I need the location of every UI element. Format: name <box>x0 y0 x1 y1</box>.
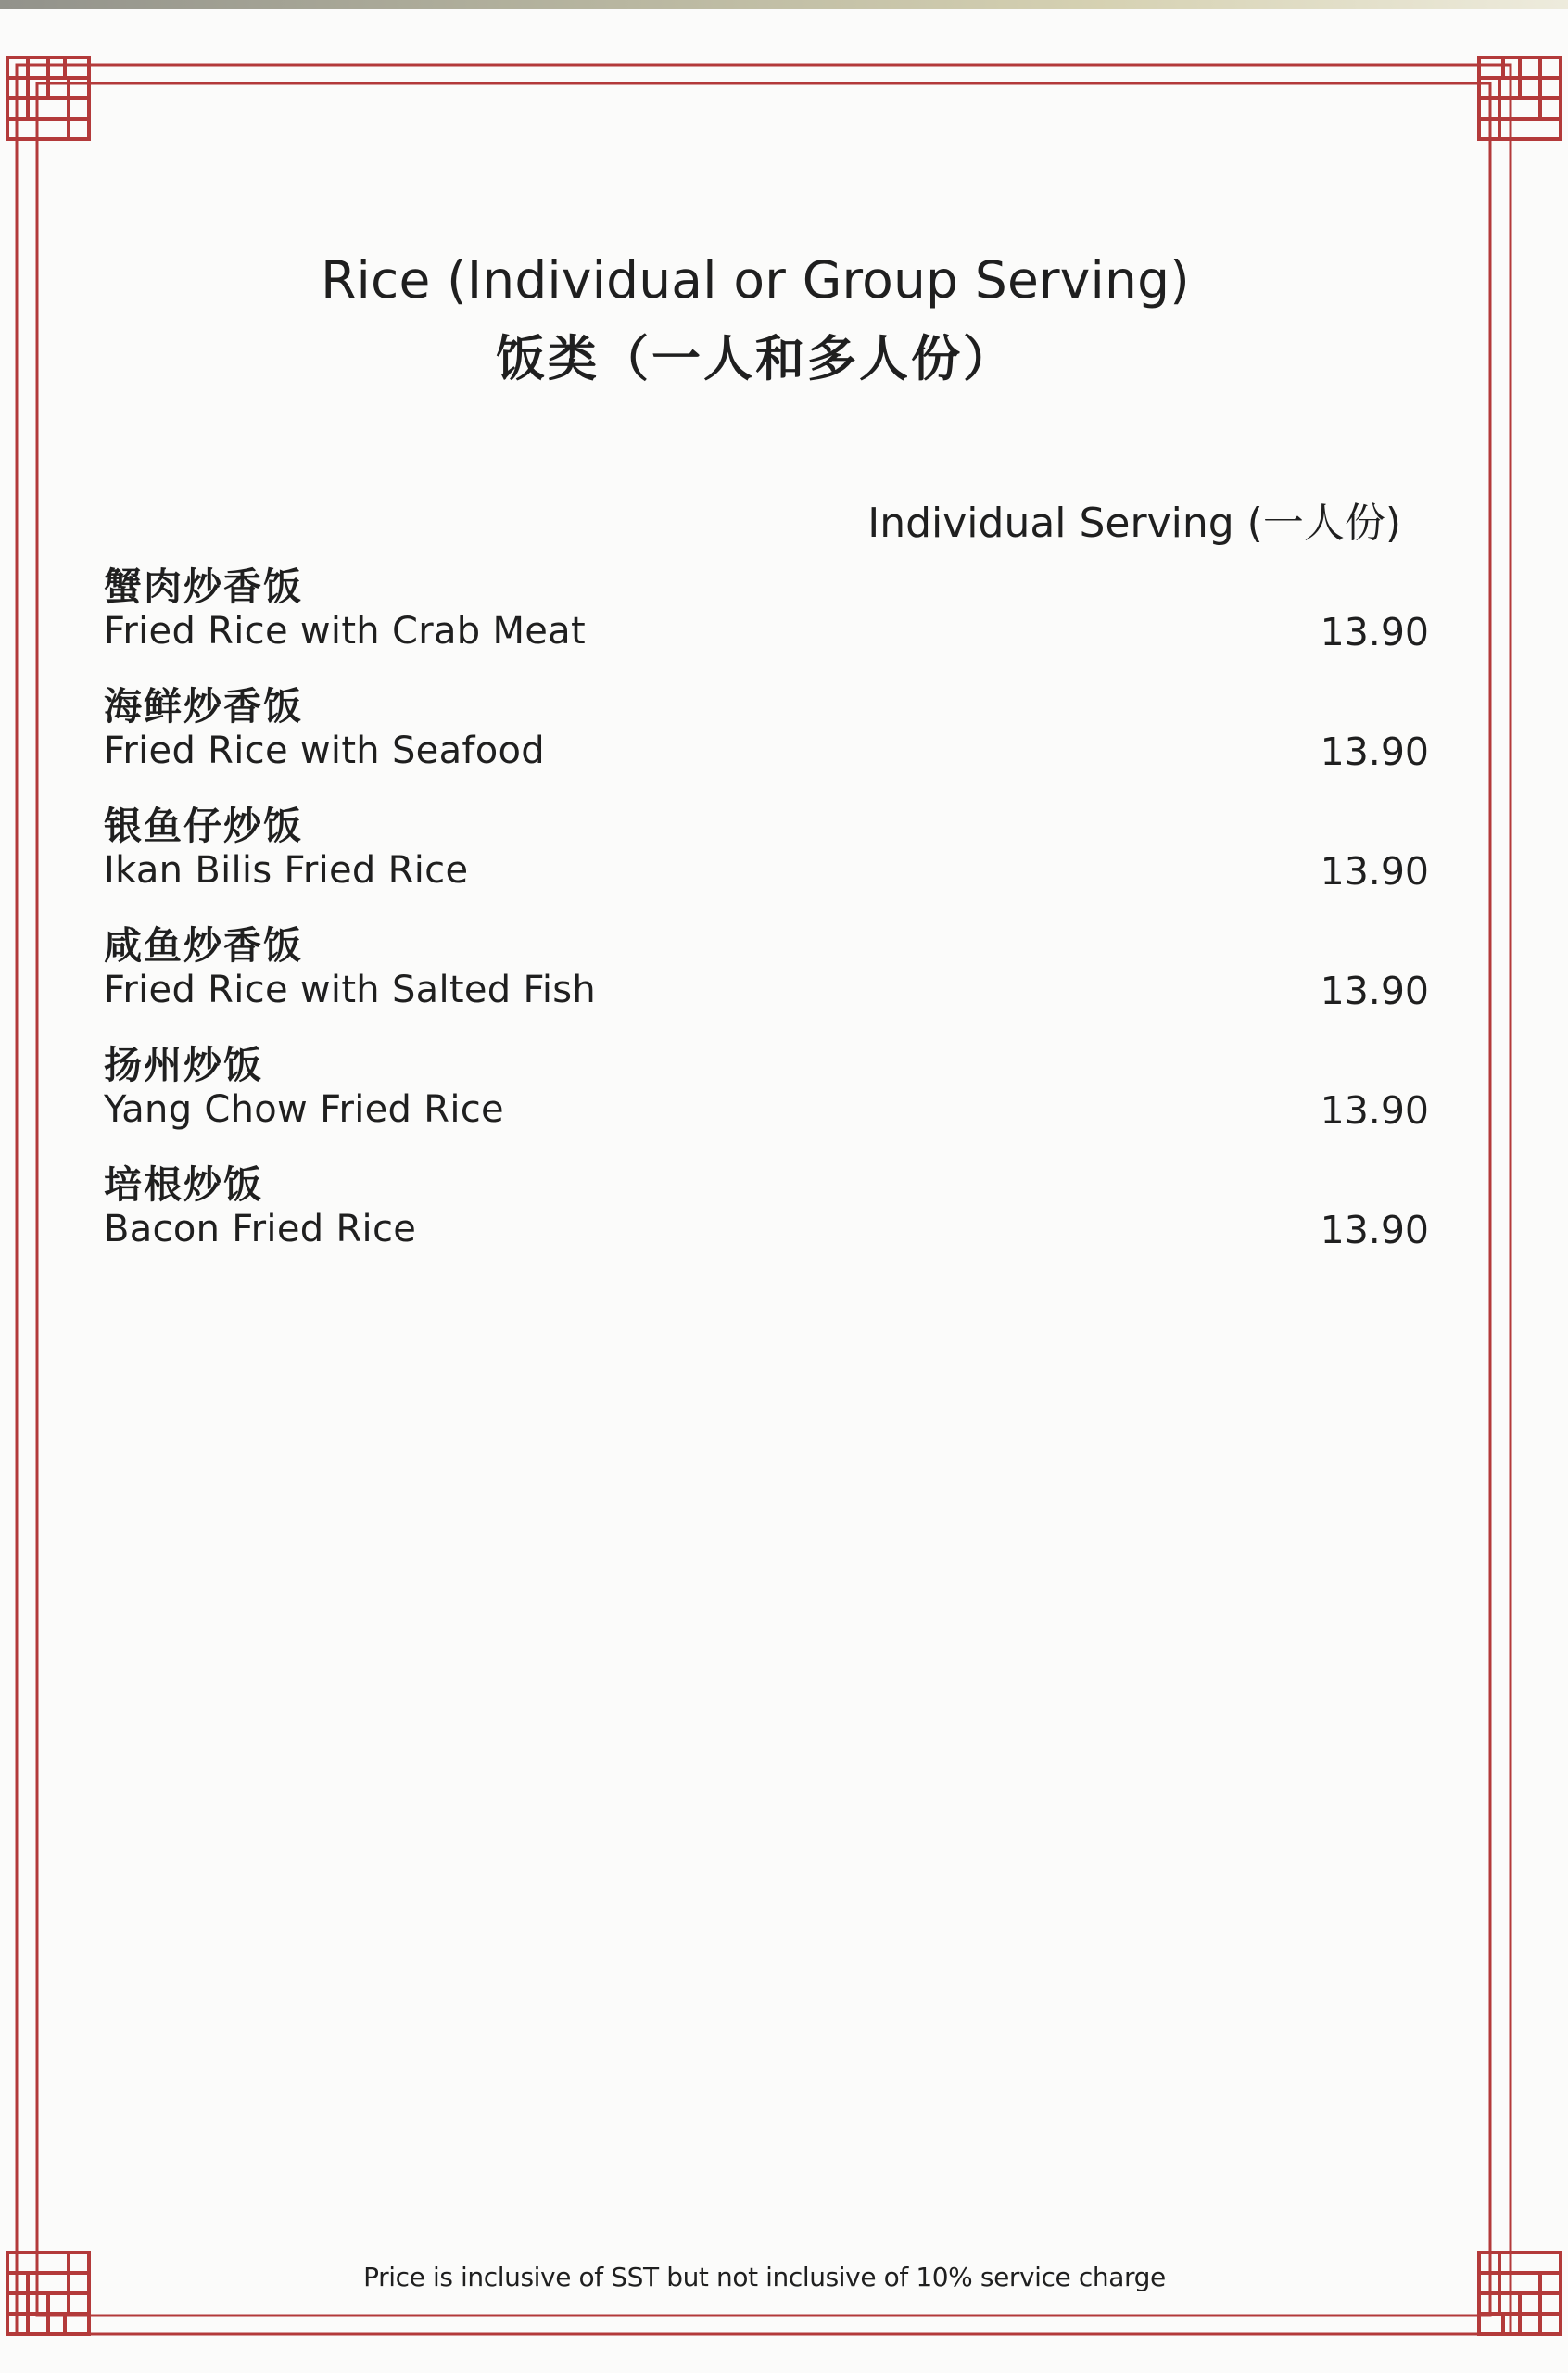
page-title: Rice (Individual or Group Serving) <box>321 250 1190 310</box>
price-column-header: Individual Serving (一人份) <box>867 500 1401 547</box>
page-title-chinese: 饭类（一人和多人份） <box>496 331 1015 387</box>
item-name-chinese: 蟹肉炒香饭 <box>104 565 303 609</box>
item-name-english: Ikan Bilis Fried Rice <box>104 849 469 892</box>
item-price: 13.90 <box>1320 969 1429 1013</box>
menu-item <box>104 556 1429 676</box>
item-name-english: Bacon Fried Rice <box>104 1208 417 1250</box>
item-price: 13.90 <box>1320 849 1429 894</box>
menu-item <box>104 795 1429 915</box>
item-name-english: Fried Rice with Salted Fish <box>104 969 597 1011</box>
item-name-chinese: 咸鱼炒香饭 <box>104 923 303 968</box>
item-price: 13.90 <box>1320 1088 1429 1133</box>
item-name-chinese: 海鲜炒香饭 <box>104 684 303 729</box>
item-name-chinese: 扬州炒饭 <box>104 1043 263 1087</box>
service-charge-note: Price is inclusive of SST but not inclusive of 10% service charge <box>363 2262 1166 2292</box>
corner-ornament-icon <box>7 57 89 139</box>
item-name-english: Yang Chow Fried Rice <box>104 1088 504 1131</box>
menu-item <box>104 676 1429 795</box>
item-name-chinese: 银鱼仔炒饭 <box>104 804 303 848</box>
menu-item <box>104 1034 1429 1154</box>
menu-item-list <box>104 556 1429 1274</box>
menu-item <box>104 1154 1429 1274</box>
item-name-english: Fried Rice with Crab Meat <box>104 610 586 653</box>
item-price: 13.90 <box>1320 730 1429 774</box>
item-price: 13.90 <box>1320 1208 1429 1252</box>
item-name-chinese: 培根炒饭 <box>104 1162 263 1207</box>
item-name-english: Fried Rice with Seafood <box>104 730 546 772</box>
item-price: 13.90 <box>1320 610 1429 654</box>
menu-item <box>104 915 1429 1034</box>
